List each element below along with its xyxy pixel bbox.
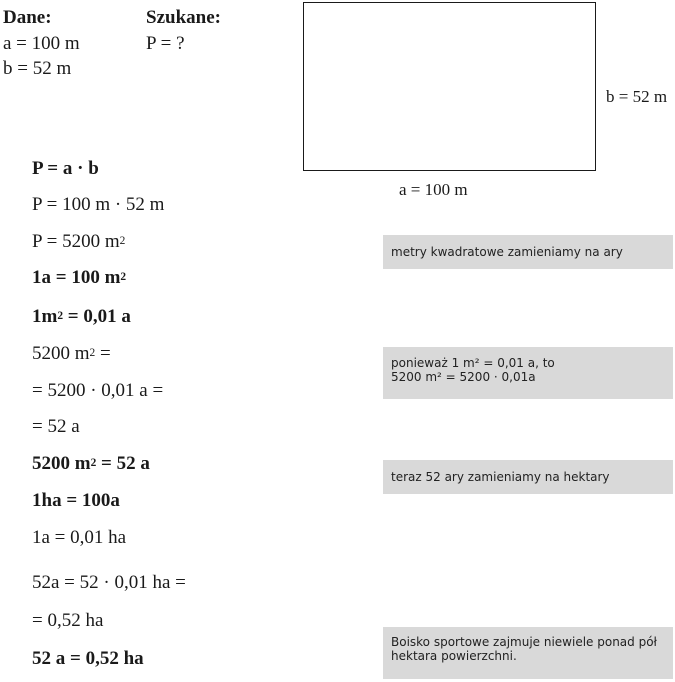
step-formula: P = a · b	[32, 158, 99, 179]
sought-heading: Szukane:	[146, 7, 221, 28]
step-conv-5200: 5200 $m^2$ =	[32, 343, 111, 364]
given-heading: Dane:	[3, 7, 52, 28]
sought-p: P = ?	[146, 33, 185, 54]
note-because: ponieważ 1 m² = 0,01 a, to 5200 m² = 5200 · 0,01a	[383, 347, 673, 399]
step-1a-def: 1a = 100 $m^2$	[32, 267, 127, 288]
note-conclusion: Boisko sportowe zajmuje niewiele ponad pół hektara powierzchni.	[383, 627, 673, 679]
step-result-ha: = 0,52 ha	[32, 610, 104, 631]
step-a-to-ha: 1a = 0,01 ha	[32, 527, 127, 548]
step-equal-5200: 5200 $m^2 = 52$ a	[32, 453, 150, 474]
note-ares-to-hectares: teraz 52 ary zamieniamy na hektary	[383, 460, 673, 494]
side-b-label: b = 52 m	[606, 87, 668, 106]
given-b: b = 52 m	[3, 58, 72, 79]
step-substitute: P = 100 m · 52 m	[32, 194, 165, 215]
rectangle-diagram	[303, 2, 596, 171]
step-ha-def: 1ha = 100a	[32, 490, 120, 511]
note-m2-to-ares: metry kwadratowe zamieniamy na ary	[383, 235, 673, 269]
step-1m2-def: $1m^2 = 0,01$ a	[32, 306, 131, 327]
step-result-m2: P = 5200 $m^2$	[32, 231, 126, 252]
given-a: a = 100 m	[3, 33, 80, 54]
step-conv-mult: = 5200 · 0,01 a =	[32, 380, 164, 401]
step-final: 52 a = 0,52 ha	[32, 648, 144, 669]
step-conv-52a: = 52 a	[32, 416, 80, 437]
step-mult-ha: 52a = 52 · 0,01 ha =	[32, 572, 186, 593]
side-a-label: a = 100 m	[399, 180, 468, 199]
